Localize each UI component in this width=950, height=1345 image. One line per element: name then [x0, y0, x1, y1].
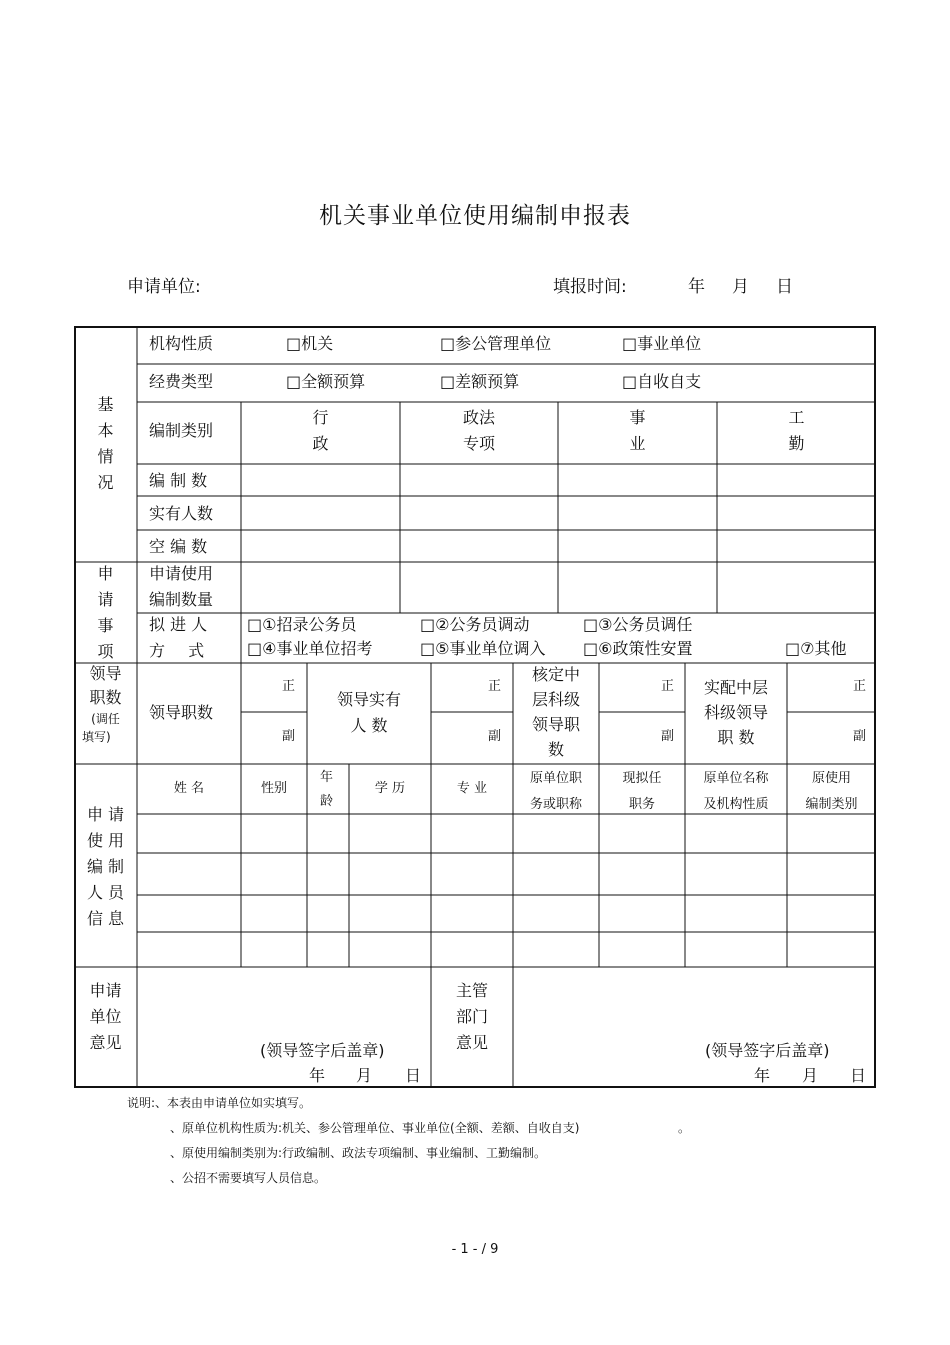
col-header-gender: 性别 [260, 781, 287, 796]
mid-posts-zheng: 正 [661, 679, 675, 694]
method-other[interactable]: □⑦其他 [785, 639, 847, 658]
staff-type-administrative: 行 政 [312, 408, 329, 453]
apply-section-label: 申 请 事 项 [97, 564, 114, 661]
method-institution-exam[interactable]: □④事业单位招考 [247, 639, 373, 658]
note-line-4: 、公招不需要填写人员信息。 [170, 1171, 327, 1185]
org-nature-label: 机构性质 [149, 334, 214, 353]
method-civil-appointment[interactable]: □③公务员调任 [583, 615, 693, 634]
note-line-1: 说明:、本表由申请单位如实填写。 [127, 1096, 312, 1110]
mid-posts-fu: 副 [661, 729, 675, 744]
method-civil-transfer[interactable]: □②公务员调动 [420, 615, 530, 634]
supervisor-opinion-label: 主管 部门 意见 [455, 981, 488, 1052]
applicant-sign-month: 月 [356, 1066, 373, 1085]
col-header-original-staff-type: 原使用 编制类别 [805, 771, 858, 812]
page-title: 机关事业单位使用编制申报表 [319, 203, 631, 229]
method-institution-transfer[interactable]: □⑤事业单位调入 [420, 639, 546, 658]
posts-fu: 副 [282, 729, 296, 744]
fund-type-label: 经费类型 [149, 372, 214, 391]
leadership-posts-label: 领导职数 [149, 703, 214, 722]
applicant-sign-note: (领导签字后盖章) [260, 1041, 385, 1060]
page-number: - 1 - / 9 [451, 1242, 499, 1257]
supervisor-sign-year: 年 [754, 1066, 771, 1085]
applicant-sign-year: 年 [309, 1066, 326, 1085]
mid-level-posts-label: 核定中 层科级 领导职 数 [531, 665, 580, 759]
leadership-section-label: 领导 职数 (调任 填写) [82, 664, 122, 744]
row-label-quota: 编 制 数 [149, 471, 208, 490]
leadership-actual-label: 领导实有 人 数 [336, 690, 401, 735]
note-line-2-end: 。 [678, 1121, 691, 1135]
entry-method-label: 拟 进 人 方 式 [149, 615, 214, 660]
applicant-sign-day: 日 [405, 1066, 422, 1085]
fill-day: 日 [776, 277, 793, 297]
col-header-proposed-post: 现拟任 职务 [622, 771, 662, 812]
supervisor-sign-month: 月 [802, 1066, 819, 1085]
basic-section-label: 基 本 情 况 [97, 395, 114, 492]
col-header-original-unit: 原单位名称 及机构性质 [703, 771, 769, 812]
supervisor-sign-note: (领导签字后盖章) [705, 1041, 830, 1060]
mid-actual-fu: 副 [853, 729, 867, 744]
note-line-2: 、原单位机构性质为:机关、参公管理单位、事业单位(全额、差额、自收自支) [170, 1121, 580, 1135]
actual-fu: 副 [488, 729, 502, 744]
col-header-education: 学 历 [374, 781, 406, 796]
personnel-section-label: 申 请 使 用 编 制 人 员 信 息 [86, 805, 125, 928]
fill-time-label: 填报时间: [553, 277, 627, 297]
org-nature-option-organ[interactable]: □机关 [286, 334, 334, 353]
applicant-label: 申请单位: [127, 277, 201, 297]
staff-type-label: 编制类别 [149, 421, 214, 440]
row-label-actual: 实有人数 [149, 504, 214, 523]
col-header-original-post: 原单位职 务或职称 [529, 771, 582, 812]
fill-month: 月 [732, 277, 749, 297]
staff-type-logistics: 工 勤 [788, 408, 805, 453]
fund-type-option-differential[interactable]: □差额预算 [440, 372, 520, 391]
org-nature-option-institution[interactable]: □事业单位 [622, 334, 702, 353]
staff-type-institution: 事 业 [629, 408, 646, 453]
mid-actual-zheng: 正 [853, 679, 867, 694]
supervisor-sign-day: 日 [850, 1066, 867, 1085]
application-form-table [74, 326, 876, 1088]
row-label-vacant: 空 编 数 [149, 537, 208, 556]
method-policy-placement[interactable]: □⑥政策性安置 [583, 639, 693, 658]
mid-level-actual-label: 实配中层 科级领导 职 数 [703, 678, 768, 747]
posts-zheng: 正 [282, 679, 296, 694]
fund-type-option-self[interactable]: □自收自支 [622, 372, 702, 391]
note-line-3: 、原使用编制类别为:行政编制、政法专项编制、事业编制、工勤编制。 [170, 1146, 547, 1160]
staff-type-political-legal: 政法 专项 [462, 408, 495, 453]
fund-type-option-full[interactable]: □全额预算 [286, 372, 366, 391]
apply-quantity-label: 申请使用 编制数量 [149, 564, 214, 609]
col-header-name: 姓 名 [173, 781, 205, 796]
col-header-age: 年 龄 [320, 770, 334, 809]
org-nature-option-civil-managed[interactable]: □参公管理单位 [440, 334, 552, 353]
fill-year: 年 [688, 277, 705, 297]
applicant-opinion-label: 申请 单位 意见 [89, 981, 122, 1052]
col-header-major: 专 业 [456, 781, 488, 796]
method-civil-exam[interactable]: □①招录公务员 [247, 615, 357, 634]
actual-zheng: 正 [488, 679, 502, 694]
